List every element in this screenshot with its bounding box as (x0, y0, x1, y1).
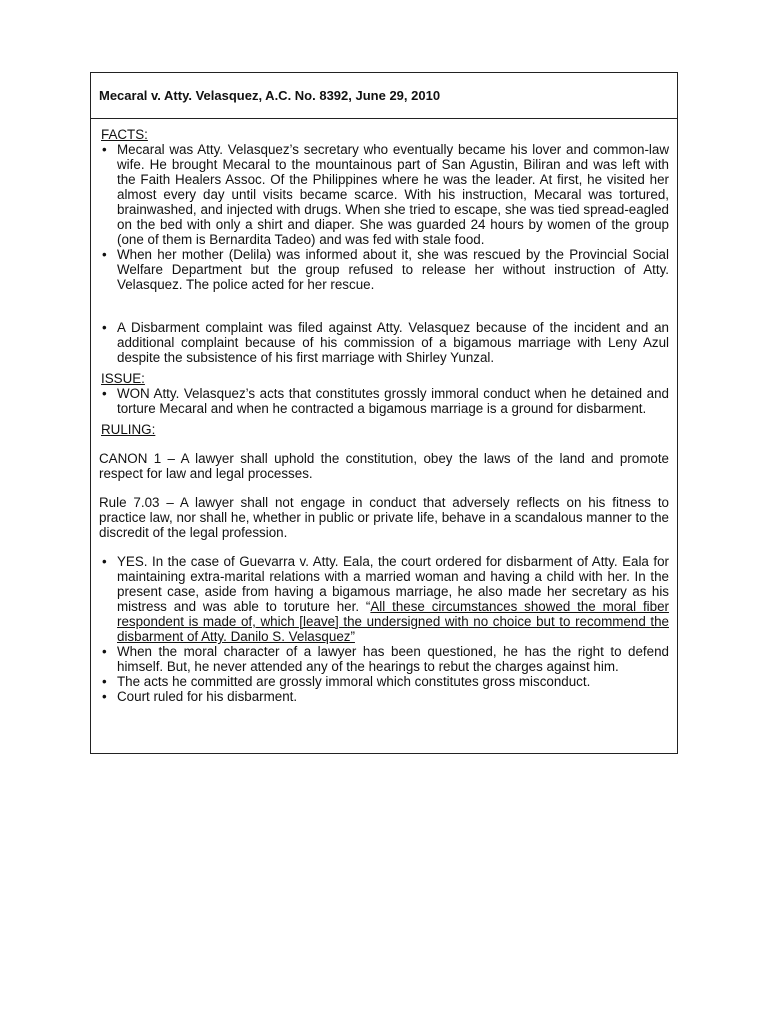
facts-item: • A Disbarment complaint was filed against Atty. Velasquez because of the incident and an additional complaint because of his commission of a bigamous marriage with Leny Azul despite the subsistence of his first marriage with Shirley Yunzal. (99, 320, 669, 365)
facts-heading: FACTS: (101, 127, 148, 142)
facts-list (99, 142, 669, 292)
facts-item: • Mecaral was Atty. Velasquez’s secretary who eventually became his lover and common-law wife. He brought Mecaral to the mountainous part of San Agustin, Biliran and was left with the Faith Healers Assoc. Of the Philippines where he was the leader. At first, he visited her almost every day until visits became scarce. With his instruction, Mecaral was tortured, brainwashed, and injected with drugs. When she tried to escape, she was tied spread-eagled on the bed with only a shirt and diaper. She was guarded 24 hours by women of the group (one of them is Bernardita Tadeo) and was fed with stale food. (99, 142, 669, 247)
ruling-quote: All these circumstances showed the moral fiber respondent is made of, which [leave] the undersigned with no choice but to recommend the disbarment of Atty. Danilo S. Velasquez” (117, 599, 669, 644)
rule-text: Rule 7.03 – A lawyer shall not engage in conduct that adversely reflects on his fitness to practice law, nor shall he, whether in public or private life, behave in a scandalous manner to the discredit of the legal profession. (99, 495, 669, 540)
ruling-item-text: YES. In the case of Guevarra v. Atty. Eala, the court ordered for disbarment of Atty. Eala for maintaining extra-marital relations with a married woman and having a child with her. In the present case, aside from having a bigamous marriage, he also made her secretary as his mistress and was able to toruture her. “ (117, 554, 669, 614)
canon-text: CANON 1 – A lawyer shall uphold the constitution, obey the laws of the land and promote respect for law and legal processes. (99, 451, 669, 481)
issue-item: • WON Atty. Velasquez’s acts that constitutes grossly immoral conduct when he detained and torture Mecaral and when he contracted a bigamous marriage is a ground for disbarment. (99, 386, 669, 416)
ruling-heading: RULING: (101, 422, 156, 437)
facts-item: • When her mother (Delila) was informed about it, she was rescued by the Provincial Social Welfare Department but the group refused to release her without instruction of Atty. Velasquez. The police acted for her rescue. (99, 247, 669, 292)
case-title-row (91, 73, 677, 119)
ruling-item: • The acts he committed are grossly immoral which constitutes gross misconduct. (99, 674, 669, 689)
issue-heading: ISSUE: (101, 371, 145, 386)
ruling-item: • When the moral character of a lawyer has been questioned, he has the right to defend himself. But, he never attended any of the hearings to rebut the charges against him. (99, 644, 669, 674)
case-digest-table (90, 72, 678, 754)
ruling-list (99, 554, 669, 704)
issue-list (99, 386, 669, 416)
ruling-item: • Court ruled for his disbarment. (99, 689, 669, 704)
case-title: Mecaral v. Atty. Velasquez, A.C. No. 8392, June 29, 2010 (99, 88, 441, 103)
facts-list-continued (99, 320, 669, 365)
ruling-item (99, 554, 669, 644)
digest-body (91, 119, 677, 704)
